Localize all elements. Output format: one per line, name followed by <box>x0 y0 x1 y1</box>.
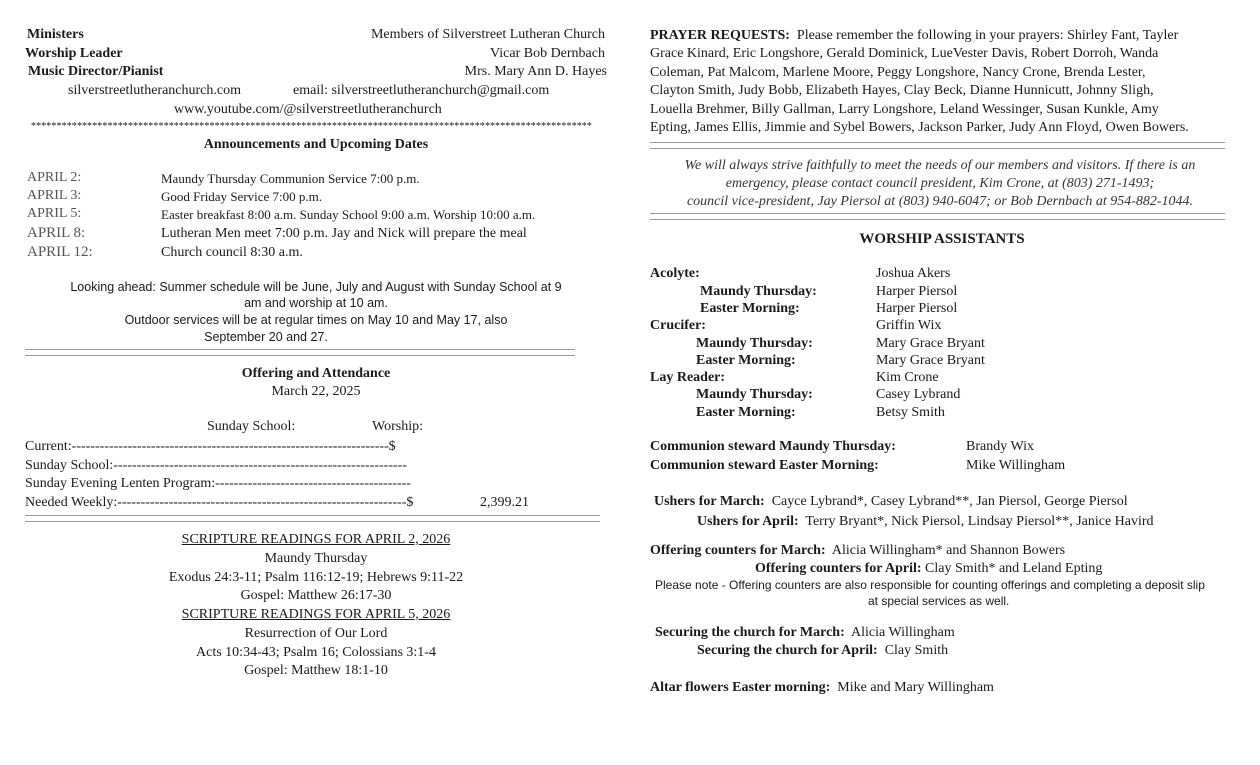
music-director-label: Music Director/Pianist <box>28 64 164 79</box>
worship-column-header: Worship: <box>372 419 423 434</box>
ushers-march-label: Ushers for March: <box>654 494 765 509</box>
scripture-heading: SCRIPTURE READINGS FOR APRIL 5, 2026 <box>181 607 451 622</box>
ushers-april-names: Terry Bryant*, Nick Piersol, Lindsay Piersol**, Janice Havird <box>805 514 1154 529</box>
counters-april <box>755 561 1102 577</box>
offering-row-label: Needed Weekly:--------------------------------------------------------------$ <box>25 495 414 510</box>
assistant-service: Maundy Thursday: <box>700 284 817 299</box>
section-divider <box>650 142 1225 149</box>
notice-line: emergency, please contact council president, Kim Crone, at (803) 271-1493; <box>725 176 1155 191</box>
prayer-requests-text: Please remember the following in your prayers: Shirley Fant, Tayler <box>796 28 1179 43</box>
offering-row-label: Current:--------------------------------------------------------------------$ <box>25 439 396 454</box>
assistant-name: Kim Crone <box>876 370 939 385</box>
altar-flowers <box>650 680 994 696</box>
scripture-readings: Acts 10:34-43; Psalm 16; Colossians 3:1-4 <box>196 645 436 660</box>
assistant-name: Harper Piersol <box>876 301 958 316</box>
notice-line: council vice-president, Jay Piersol at (803) 940-6047; or Bob Dernbach at 954-882-1044. <box>686 194 1194 209</box>
assistant-role: Acolyte: <box>650 266 700 281</box>
assistant-name: Griffin Wix <box>876 318 942 333</box>
counters-april-label: Offering counters for April: <box>755 561 922 576</box>
announcement-text: Church council 8:30 a.m. <box>161 245 303 260</box>
announcement-text: Easter breakfast 8:00 a.m. Sunday School 9:00 a.m. Worship 10:00 a.m. <box>161 207 536 222</box>
prayer-requests-line: Epting, James Ellis, Jimmie and Sybel Bowers, Jackson Parker, Judy Ann Floyd, Owen Bowers. <box>650 120 1189 135</box>
counters-april-names: Clay Smith* and Leland Epting <box>925 561 1103 576</box>
notice-line: We will always strive faithfully to meet the needs of our members and visitors. If there is an <box>684 158 1196 173</box>
assistant-name: Mary Grace Bryant <box>876 336 985 351</box>
ushers-april <box>697 514 1154 530</box>
prayer-requests-line: Louella Brehmer, Billy Gallman, Larry Longshore, Leland Wessinger, Susan Kunkle, Amy <box>650 102 1159 117</box>
communion-steward-name: Brandy Wix <box>966 439 1035 454</box>
section-divider <box>25 515 600 522</box>
securing-march <box>655 625 955 641</box>
announcement-date: APRIL 5: <box>27 206 82 221</box>
worship-leader-value: Vicar Bob Dernbach <box>489 46 605 61</box>
looking-ahead-line: Looking ahead: Summer schedule will be June, July and August with Sunday School at 9 <box>70 280 562 294</box>
assistant-name: Betsy Smith <box>876 405 945 420</box>
altar-flowers-names: Mike and Mary Willingham <box>837 680 994 695</box>
assistant-role: Crucifer: <box>650 318 706 333</box>
website-link[interactable]: silverstreetlutheranchurch.com <box>68 83 241 98</box>
altar-flowers-label: Altar flowers Easter morning: <box>650 680 831 695</box>
looking-ahead-line: am and worship at 10 am. <box>244 296 388 310</box>
ushers-april-label: Ushers for April: <box>697 514 799 529</box>
assistant-name: Casey Lybrand <box>876 387 961 402</box>
prayer-requests-line <box>650 28 1178 44</box>
looking-ahead-line: Outdoor services will be at regular times on May 10 and May 17, also <box>124 313 508 327</box>
counters-note-line: Please note - Offering counters are also responsible for counting offerings and completing a deposit slip <box>655 578 1205 592</box>
worship-assistants-title: WORSHIP ASSISTANTS <box>859 231 1025 247</box>
looking-ahead-line: September 20 and 27. <box>204 330 328 344</box>
communion-steward-label: Communion steward Maundy Thursday: <box>650 439 896 454</box>
announcement-date: APRIL 3: <box>27 188 82 203</box>
music-director-value: Mrs. Mary Ann D. Hayes <box>464 64 607 79</box>
sunday-school-column-header: Sunday School: <box>207 419 296 434</box>
youtube-link[interactable]: www.youtube.com/@silverstreetlutheranchurch <box>174 102 442 117</box>
communion-steward-label: Communion steward Easter Morning: <box>650 458 879 473</box>
ministers-label: Ministers <box>27 27 84 42</box>
section-divider <box>650 213 1225 220</box>
assistant-name: Joshua Akers <box>876 266 951 281</box>
scripture-subtitle: Maundy Thursday <box>264 551 368 566</box>
securing-march-name: Alicia Willingham <box>851 625 955 640</box>
securing-april-label: Securing the church for April: <box>697 643 878 658</box>
assistant-service: Easter Morning: <box>696 405 796 420</box>
star-divider: ************************************************************************************************************** <box>31 121 592 132</box>
announcement-text: Good Friday Service 7:00 p.m. <box>161 189 323 204</box>
scripture-heading: SCRIPTURE READINGS FOR APRIL 2, 2026 <box>181 532 451 547</box>
scripture-gospel: Gospel: Matthew 26:17-30 <box>240 588 392 603</box>
prayer-requests-line: Coleman, Pat Malcom, Marlene Moore, Peggy Longshore, Nancy Crone, Brenda Lester, <box>650 65 1146 80</box>
assistant-role: Lay Reader: <box>650 370 726 385</box>
ushers-march <box>654 494 1128 510</box>
announcement-text: Maundy Thursday Communion Service 7:00 p.m. <box>161 171 420 186</box>
section-divider <box>25 349 575 356</box>
securing-march-label: Securing the church for March: <box>655 625 845 640</box>
needed-weekly-value: 2,399.21 <box>480 495 529 510</box>
assistant-service: Easter Morning: <box>696 353 796 368</box>
scripture-readings: Exodus 24:3-11; Psalm 116:12-19; Hebrews 9:11-22 <box>168 570 464 585</box>
email-link[interactable]: email: silverstreetlutheranchurch@gmail.com <box>293 83 550 98</box>
ushers-march-names: Cayce Lybrand*, Casey Lybrand**, Jan Piersol, George Piersol <box>771 494 1128 509</box>
assistant-service: Easter Morning: <box>700 301 800 316</box>
assistant-name: Harper Piersol <box>876 284 958 299</box>
prayer-requests-line: Clayton Smith, Judy Bobb, Elizabeth Hayes, Clay Beck, Dianne Hunnicutt, Johnny Sligh, <box>650 83 1154 98</box>
scripture-subtitle: Resurrection of Our Lord <box>244 626 388 641</box>
communion-steward-name: Mike Willingham <box>966 458 1066 473</box>
securing-april-name: Clay Smith <box>884 643 949 658</box>
counters-march <box>650 543 1065 559</box>
counters-march-label: Offering counters for March: <box>650 543 826 558</box>
offering-date: March 22, 2025 <box>271 384 361 399</box>
scripture-gospel: Gospel: Matthew 18:1-10 <box>244 663 388 678</box>
offering-row-label: Sunday School:--------------------------------------------------------------- <box>25 458 407 473</box>
announcement-text: Lutheran Men meet 7:00 p.m. Jay and Nick will prepare the meal <box>161 226 527 241</box>
securing-april <box>697 643 948 659</box>
assistant-service: Maundy Thursday: <box>696 336 813 351</box>
worship-leader-label: Worship Leader <box>25 46 123 61</box>
prayer-requests-label: PRAYER REQUESTS: <box>650 28 790 43</box>
assistant-name: Mary Grace Bryant <box>876 353 985 368</box>
offering-row-label: Sunday Evening Lenten Program:------------------------------------------ <box>25 476 411 491</box>
announcement-date: APRIL 12: <box>27 244 93 260</box>
counters-march-names: Alicia Willingham* and Shannon Bowers <box>831 543 1066 558</box>
counters-note-line: at special services as well. <box>868 594 1010 608</box>
announcements-title: Announcements and Upcoming Dates <box>203 137 429 152</box>
offering-title: Offering and Attendance <box>241 366 391 381</box>
ministers-value: Members of Silverstreet Lutheran Church <box>370 27 605 42</box>
assistant-service: Maundy Thursday: <box>696 387 813 402</box>
announcement-date: APRIL 2: <box>27 170 82 185</box>
prayer-requests-line: Grace Kinard, Eric Longshore, Gerald Dominick, LueVester Davis, Robert Dorroh, Wanda <box>650 46 1159 61</box>
announcement-date: APRIL 8: <box>27 225 86 241</box>
